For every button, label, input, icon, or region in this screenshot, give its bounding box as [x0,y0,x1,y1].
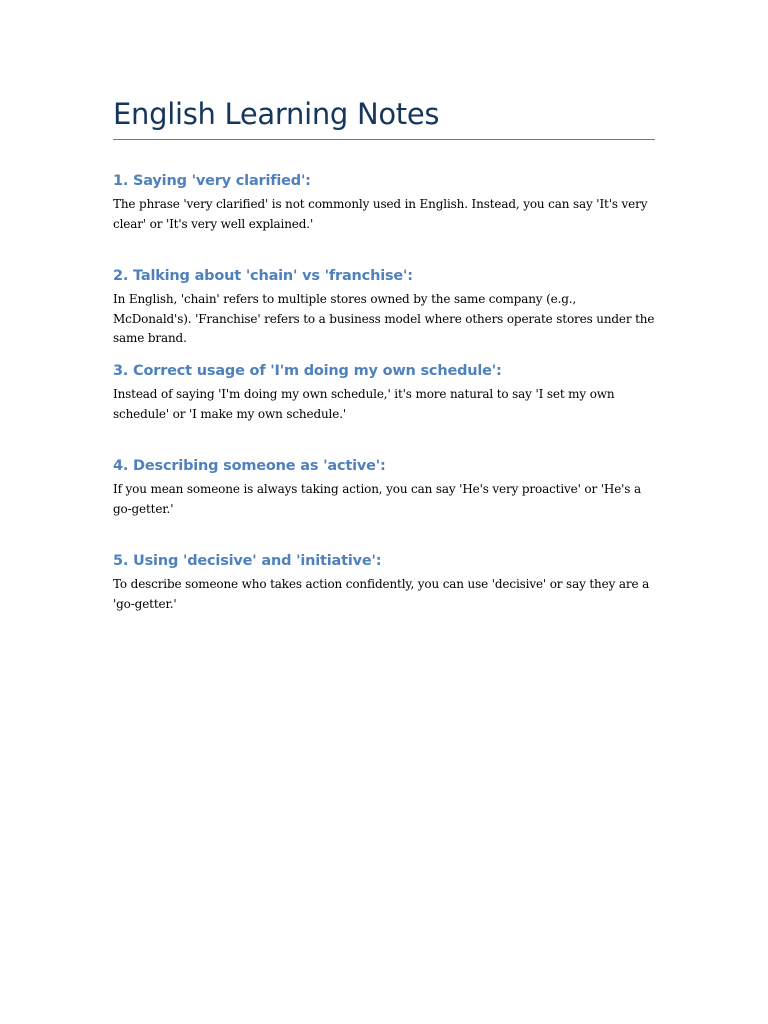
section-heading: 3. Correct usage of 'I'm doing my own schedule': [113,363,502,379]
note-section-4 [113,455,655,550]
note-section-5 [113,550,655,645]
section-body: To describe someone who takes action confidently, you can use 'decisive' or say they are a 'go-getter.' [113,577,650,611]
section-body: If you mean someone is always taking action, you can say 'He's very proactive' or 'He's a go-getter.' [113,482,641,516]
section-heading: 1. Saying 'very clarified': [113,173,311,189]
title-divider [113,139,655,140]
note-section-3 [113,360,655,455]
notes-list [113,170,655,645]
section-body: The phrase 'very clarified' is not commonly used in English. Instead, you can say 'It's very clear' or 'It's very well explained.' [113,197,648,231]
section-heading: 5. Using 'decisive' and 'initiative': [113,553,382,569]
document-title: English Learning Notes [113,97,440,131]
section-heading: 2. Talking about 'chain' vs 'franchise': [113,268,413,284]
note-section-2 [113,265,655,360]
section-body: In English, 'chain' refers to multiple stores owned by the same company (e.g., McDonald's). 'Franchise' refers to a business model where others operate stores under the same brand. [113,292,655,345]
note-section-1 [113,170,655,265]
section-body: Instead of saying 'I'm doing my own schedule,' it's more natural to say 'I set my own schedule' or 'I make my own schedule.' [113,387,615,421]
section-heading: 4. Describing someone as 'active': [113,458,386,474]
